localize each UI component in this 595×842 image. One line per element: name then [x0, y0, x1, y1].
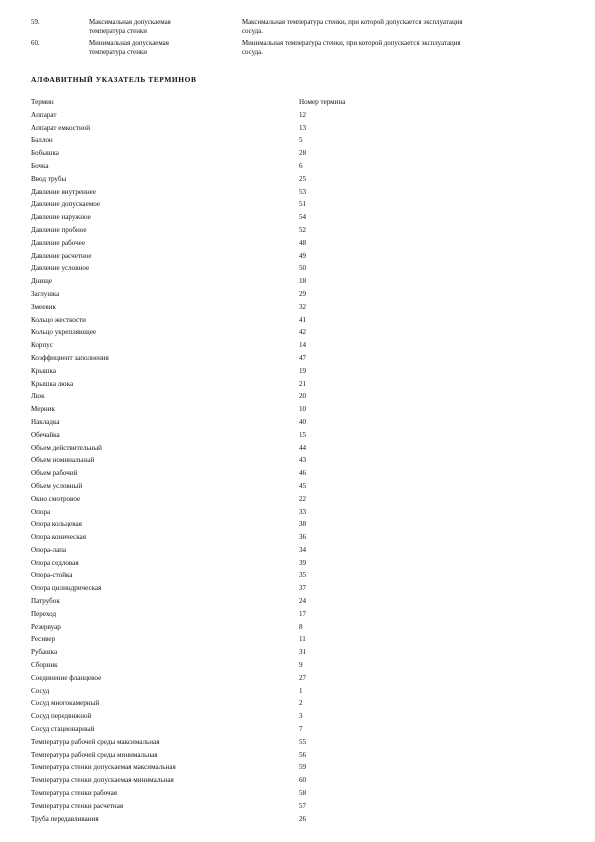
index-number: 13 — [299, 123, 307, 132]
definition-term-line: температура стенки — [89, 48, 147, 56]
index-row — [31, 685, 551, 698]
section-title: АЛФАВИТНЫЙ УКАЗАТЕЛЬ ТЕРМИНОВ — [31, 75, 197, 84]
index-number: 54 — [299, 213, 307, 222]
index-number: 40 — [299, 417, 307, 426]
index-row — [31, 506, 551, 519]
index-row — [31, 186, 551, 199]
index-row — [31, 314, 551, 327]
index-term: Баллон — [31, 136, 53, 145]
index-row — [31, 710, 551, 723]
index-term: Коэффициент заполнения — [31, 353, 109, 362]
index-term: Переход — [31, 609, 57, 618]
index-term: Сосуд многокамерный — [31, 699, 100, 708]
index-term: Корпус — [31, 341, 53, 350]
index-number: 36 — [299, 533, 307, 542]
index-term: Крышка — [31, 366, 56, 375]
index-number: 26 — [299, 814, 307, 823]
index-number: 49 — [299, 251, 307, 260]
index-row — [31, 211, 551, 224]
index-number: 28 — [299, 149, 307, 158]
index-row — [31, 672, 551, 685]
index-term: Люк — [31, 392, 45, 401]
definition-text — [242, 19, 542, 36]
index-number: 1 — [299, 686, 303, 695]
index-number: 14 — [299, 341, 307, 350]
definition-term-line: Максимальная допускаемая — [89, 19, 171, 26]
index-number: 33 — [299, 507, 307, 516]
index-number: 18 — [299, 277, 307, 286]
index-body — [31, 109, 551, 826]
index-row — [31, 749, 551, 762]
index-row — [31, 109, 551, 122]
index-row — [31, 467, 551, 480]
index-row — [31, 518, 551, 531]
index-term: Ввод трубы — [31, 174, 67, 183]
index-number: 52 — [299, 225, 307, 234]
definition-row — [31, 19, 571, 36]
index-row — [31, 262, 551, 275]
index-row — [31, 454, 551, 467]
index-number: 31 — [299, 648, 307, 657]
index-number: 32 — [299, 302, 307, 311]
index-row — [31, 378, 551, 391]
index-number: 44 — [299, 443, 307, 452]
alphabetical-index — [31, 96, 551, 825]
index-header — [31, 96, 551, 109]
index-term: Давление наружное — [31, 213, 91, 222]
definition-number: 59. — [31, 19, 40, 26]
index-row — [31, 633, 551, 646]
index-number: 58 — [299, 789, 307, 798]
index-number: 41 — [299, 315, 307, 324]
index-row — [31, 122, 551, 135]
index-term: Рубашка — [31, 648, 58, 657]
index-row — [31, 339, 551, 352]
index-term: Аппарат — [31, 110, 57, 119]
index-term: Резервуар — [31, 622, 61, 631]
index-term: Бочка — [31, 161, 49, 170]
definition-number: 60. — [31, 40, 40, 48]
index-number: 11 — [299, 635, 306, 644]
index-number: 59 — [299, 763, 307, 772]
index-term: Температура рабочей среды минимальная — [31, 750, 158, 759]
index-row — [31, 224, 551, 237]
index-row — [31, 736, 551, 749]
index-row — [31, 160, 551, 173]
index-term: Сосуд передвижной — [31, 712, 92, 721]
index-row — [31, 544, 551, 557]
index-row — [31, 429, 551, 442]
index-row — [31, 761, 551, 774]
index-term: Опора цилиндрическая — [31, 584, 102, 593]
index-row — [31, 557, 551, 570]
index-number: 35 — [299, 571, 307, 580]
index-number: 7 — [299, 725, 303, 734]
index-number: 27 — [299, 673, 307, 682]
definition-text-line: сосуда. — [242, 48, 263, 56]
index-term: Давление пробное — [31, 225, 87, 234]
index-number: 55 — [299, 737, 307, 746]
index-term: Сосуд — [31, 686, 50, 695]
index-row — [31, 352, 551, 365]
index-row — [31, 198, 551, 211]
index-row — [31, 723, 551, 736]
index-number: 5 — [299, 136, 303, 145]
index-number: 47 — [299, 353, 307, 362]
index-number: 38 — [299, 520, 307, 529]
index-term: Температура стенки допускаемая максимальная — [31, 763, 176, 772]
index-header-number: Номер термина — [299, 98, 346, 106]
index-row — [31, 250, 551, 263]
index-term: Температура рабочей среды максимальная — [31, 737, 160, 746]
index-number: 37 — [299, 584, 307, 593]
index-row — [31, 531, 551, 544]
index-term: Сборник — [31, 661, 58, 670]
index-row — [31, 301, 551, 314]
index-term: Опора-лапа — [31, 545, 67, 554]
index-number: 24 — [299, 597, 307, 606]
index-row — [31, 480, 551, 493]
index-term: Опора — [31, 507, 51, 516]
index-number: 48 — [299, 238, 307, 247]
index-row — [31, 646, 551, 659]
index-number: 39 — [299, 558, 307, 567]
index-number: 45 — [299, 481, 307, 490]
index-term: Крышка люка — [31, 379, 74, 388]
index-row — [31, 173, 551, 186]
index-term: Температура стенки расчетная — [31, 801, 124, 810]
index-term: Патрубок — [31, 597, 60, 606]
index-row — [31, 813, 551, 826]
index-number: 56 — [299, 750, 307, 759]
index-term: Давление допускаемое — [31, 200, 101, 209]
index-row — [31, 569, 551, 582]
index-row — [31, 237, 551, 250]
index-term: Объем условный — [31, 481, 83, 490]
definition-term-line: температура стенки — [89, 27, 147, 35]
index-term: Ресивер — [31, 635, 56, 644]
index-row — [31, 403, 551, 416]
index-row — [31, 326, 551, 339]
index-number: 51 — [299, 200, 307, 209]
index-number: 17 — [299, 609, 307, 618]
index-term: Давление расчетное — [31, 251, 92, 260]
index-number: 3 — [299, 712, 303, 721]
index-row — [31, 365, 551, 378]
index-row — [31, 390, 551, 403]
index-term: Накладка — [31, 417, 60, 426]
index-term: Соединение фланцевое — [31, 673, 102, 682]
index-term: Кольцо укрепляющее — [31, 328, 97, 337]
index-term: Объем номинальный — [31, 456, 95, 465]
definitions-list — [31, 19, 571, 61]
index-row — [31, 608, 551, 621]
index-term: Объем действительный — [31, 443, 102, 452]
index-row — [31, 288, 551, 301]
index-number: 20 — [299, 392, 307, 401]
definition-term — [89, 40, 242, 57]
index-term: Сосуд стационарный — [31, 725, 95, 734]
index-number: 22 — [299, 494, 307, 503]
index-term: Труба передавливания — [31, 814, 99, 823]
index-row — [31, 416, 551, 429]
index-term: Бобышка — [31, 149, 59, 158]
index-row — [31, 774, 551, 787]
definition-term — [89, 19, 242, 36]
definition-text — [242, 40, 542, 57]
definition-term-line: Минимальная допускаемая — [89, 40, 169, 48]
index-term: Опора седловая — [31, 558, 79, 567]
index-number: 50 — [299, 264, 307, 273]
index-number: 9 — [299, 661, 303, 670]
index-row — [31, 147, 551, 160]
index-number: 29 — [299, 289, 307, 298]
index-number: 46 — [299, 469, 307, 478]
index-row — [31, 582, 551, 595]
index-row — [31, 659, 551, 672]
index-number: 6 — [299, 161, 303, 170]
index-term: Заглушка — [31, 289, 60, 298]
index-term: Температура стенки допускаемая минимальная — [31, 776, 174, 785]
definition-text-line: Максимальная температура стенки, при которой допускается эксплуатация — [242, 19, 463, 26]
index-term: Мерник — [31, 405, 55, 414]
index-term: Давление рабочее — [31, 238, 85, 247]
index-row — [31, 275, 551, 288]
index-row — [31, 621, 551, 634]
definition-text-line: Минимальная температура стенки, при которой допускается эксплуатация — [242, 40, 461, 48]
index-term: Кольцо жесткости — [31, 315, 86, 324]
index-number: 57 — [299, 801, 307, 810]
index-row — [31, 493, 551, 506]
index-row — [31, 800, 551, 813]
index-number: 12 — [299, 110, 307, 119]
index-term: Опора кольцевая — [31, 520, 82, 529]
index-number: 53 — [299, 187, 307, 196]
definition-row — [31, 40, 571, 57]
index-number: 2 — [299, 699, 303, 708]
index-row — [31, 442, 551, 455]
index-number: 42 — [299, 328, 307, 337]
index-term: Обечайка — [31, 430, 60, 439]
index-number: 8 — [299, 622, 303, 631]
index-number: 25 — [299, 174, 307, 183]
index-number: 10 — [299, 405, 307, 414]
index-term: Аппарат емкостной — [31, 123, 91, 132]
index-term: Опора коническая — [31, 533, 86, 542]
definition-text-line: сосуда. — [242, 27, 263, 35]
index-header-term: Термин — [31, 98, 54, 106]
index-term: Окно смотровое — [31, 494, 81, 503]
index-term: Днище — [31, 277, 53, 286]
index-term: Давление условное — [31, 264, 90, 273]
index-row — [31, 697, 551, 710]
index-number: 34 — [299, 545, 307, 554]
index-term: Объем рабочий — [31, 469, 78, 478]
index-term: Давление внутреннее — [31, 187, 96, 196]
index-term: Опора-стойка — [31, 571, 73, 580]
index-number: 60 — [299, 776, 307, 785]
index-term: Температура стенки рабочая — [31, 789, 118, 798]
index-row — [31, 134, 551, 147]
index-number: 19 — [299, 366, 307, 375]
index-term: Змеевик — [31, 302, 56, 311]
index-number: 21 — [299, 379, 307, 388]
index-row — [31, 787, 551, 800]
index-number: 15 — [299, 430, 307, 439]
index-row — [31, 595, 551, 608]
index-number: 43 — [299, 456, 307, 465]
